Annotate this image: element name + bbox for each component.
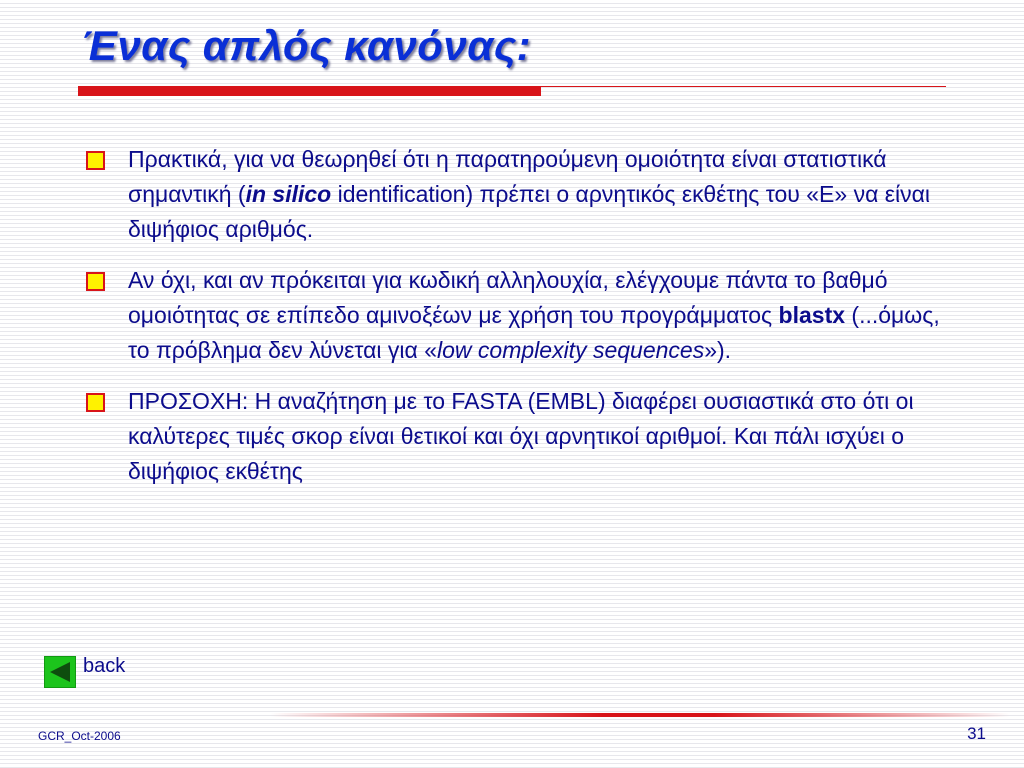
page-number: 31 (967, 724, 986, 743)
bullet-text: Αν όχι, και αν πρόκειται για κωδική αλληλουχία, ελέγχουμε πάντα το βαθμό ομοιότητας σε επίπεδο αμινοξέων με χρήση του προγράμματος (128, 267, 888, 328)
bullet-item (86, 263, 966, 368)
footer-divider (270, 713, 1010, 717)
bullet-item (86, 384, 966, 489)
back-button[interactable] (44, 656, 125, 688)
bullet-text: »). (704, 337, 732, 363)
bullet-text: ΠΡΟΣΟΧΗ: Η αναζήτηση με το FASTA (EMBL) διαφέρει ουσιαστικά στο ότι οι καλύτερες τιμές σκορ είναι θετικοί και όχι αρνητικοί αριθμοί. Και πάλι ισχύει ο διψήφιος εκθέτης (128, 388, 914, 484)
title-underline-rule (541, 86, 946, 87)
bullet-text: (...όμως, το πρόβλημα δεν λύνεται για « (128, 302, 940, 363)
bullet-text: identification) πρέπει ο αρνητικός εκθέτης του «E» να είναι διψήφιος αριθμός. (128, 181, 931, 242)
bullet-item (86, 142, 966, 247)
back-arrow-icon[interactable] (44, 656, 76, 688)
bullet-square-icon (86, 393, 105, 412)
bullet-square-icon (86, 272, 105, 291)
bullet-emphasis: low complexity sequences (437, 337, 705, 363)
bullet-square-icon (86, 151, 105, 170)
bullet-list (86, 142, 966, 505)
slide-title: Ένας απλός κανόνας: (81, 22, 532, 69)
footer-text: GCR_Oct-2006 (38, 729, 121, 743)
bullet-emphasis: in silico (245, 181, 332, 207)
back-link-label[interactable]: back (83, 654, 126, 677)
bullet-text: Πρακτικά, για να θεωρηθεί ότι η παρατηρούμενη ομοιότητα είναι στατιστικά σημαντική ( (128, 146, 887, 207)
title-underline-bar (78, 86, 541, 96)
bullet-strong: blastx (778, 302, 846, 328)
